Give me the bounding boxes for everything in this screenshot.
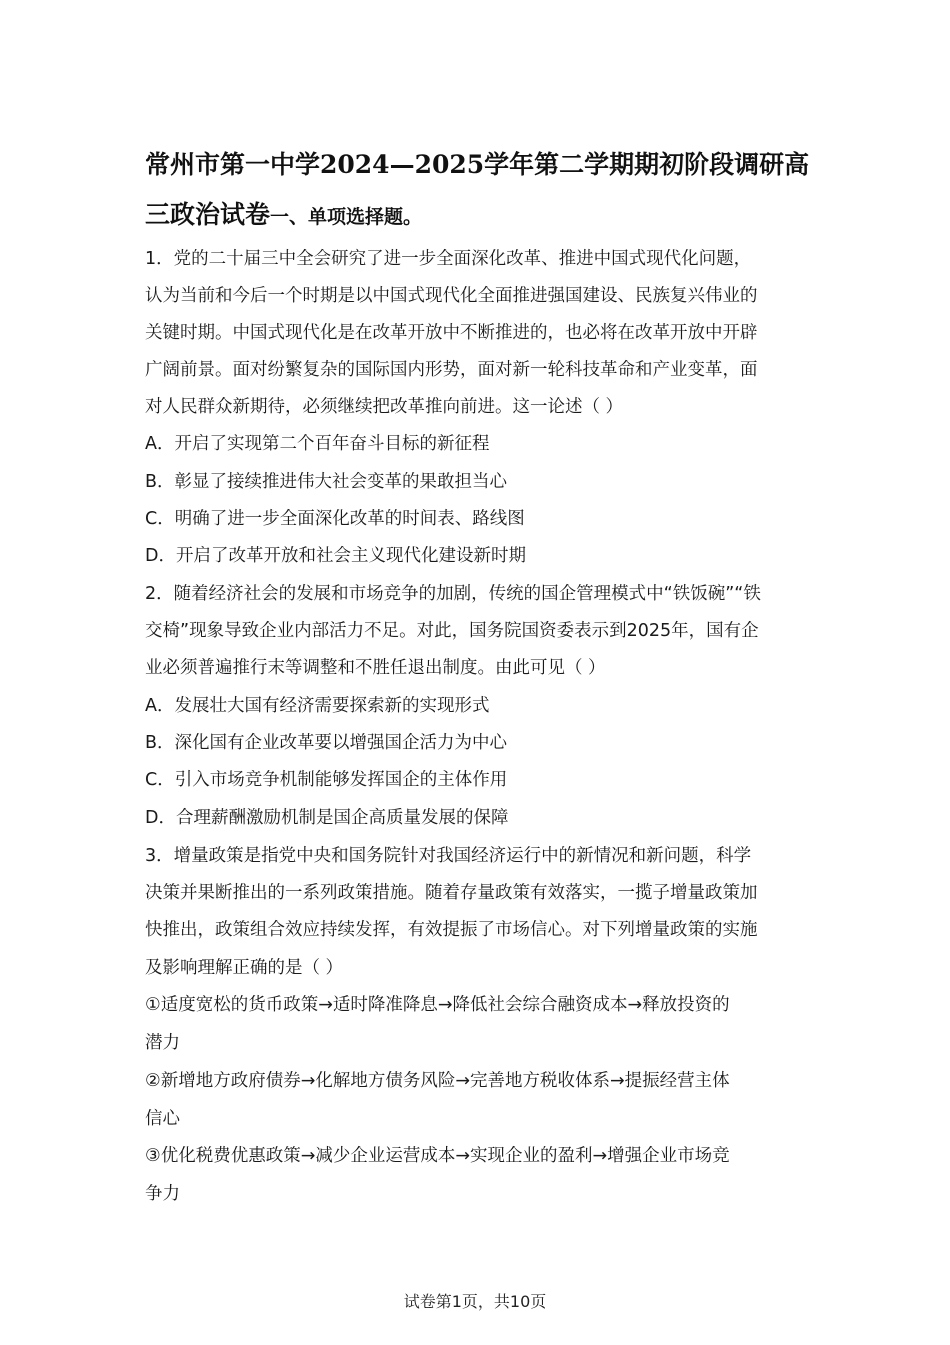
exam-title-line-1: 常州市第一中学2024—2025学年第二学期期初阶段调研高 [145,150,810,179]
q2-stem-line: 业必须普遍推行末等调整和不胜任退出制度。由此可见（ ） [145,658,606,678]
q1-option-a: A．开启了实现第二个百年奋斗目标的新征程 [145,434,490,454]
q1-stem-line: 认为当前和今后一个时期是以中国式现代化全面推进强国建设、民族复兴伟业的 [145,286,758,306]
q3-stem-line: 决策并果断推出的一系列政策措施。随着存量政策有效落实，一揽子增量政策加 [145,883,758,903]
q2-option-c: C．引入市场竞争机制能够发挥国企的主体作用 [145,770,508,790]
q1-stem-line: 1．党的二十届三中全会研究了进一步全面深化改革、推进中国式现代化问题， [145,249,752,269]
q3-stem-line: 及影响理解正确的是（ ） [145,958,344,978]
q1-option-d: D．开启了改革开放和社会主义现代化建设新时期 [145,546,526,566]
q2-option-a: A．发展壮大国有经济需要探索新的实现形式 [145,696,490,716]
q3-item-3: ③优化税费优惠政策→减少企业运营成本→实现企业的盈利→增强企业市场竞 [145,1146,730,1166]
q3-stem-line: 3．增量政策是指党中央和国务院针对我国经济运行中的新情况和新问题，科学 [145,846,752,866]
exam-title-subject: 三政治试卷 [145,200,271,229]
q1-stem-line: 广阔前景。面对纷繁复杂的国际国内形势，面对新一轮科技革命和产业变革，面 [145,360,758,380]
q3-item-3-cont: 争力 [145,1184,180,1204]
q1-stem-line: 对人民群众新期待，必须继续把改革推向前进。这一论述（ ） [145,397,624,417]
page-footer: 试卷第1页，共10页 [403,1292,547,1311]
q3-item-2: ②新增地方政府债券→化解地方债务风险→完善地方税收体系→提振经营主体 [145,1071,730,1091]
q3-item-1: ①适度宽松的货币政策→适时降准降息→降低社会综合融资成本→释放投资的 [145,995,730,1015]
q1-option-b: B．彰显了接续推进伟大社会变革的果敢担当心 [145,472,508,492]
q2-stem-line: 交椅”现象导致企业内部活力不足。对此，国务院国资委表示到2025年，国有企 [145,621,759,641]
q2-option-b: B．深化国有企业改革要以增强国企活力为中心 [145,733,508,753]
q2-stem-line: 2．随着经济社会的发展和市场竞争的加剧，传统的国企管理模式中“铁饭碗”“铁 [145,584,761,604]
q1-option-c: C．明确了进一步全面深化改革的时间表、路线图 [145,509,525,529]
q3-item-2-cont: 信心 [145,1109,180,1129]
q3-item-1-cont: 潜力 [145,1033,180,1053]
q3-stem-line: 快推出，政策组合效应持续发挥，有效提振了市场信心。对下列增量政策的实施 [145,920,758,940]
q2-option-d: D．合理薪酬激励机制是国企高质量发展的保障 [145,808,509,828]
section-heading: 一、单项选择题。 [270,206,423,228]
q1-stem-line: 关键时期。中国式现代化是在改革开放中不断推进的，也必将在改革开放中开辟 [145,323,758,343]
exam-title-line-2 [145,200,825,232]
